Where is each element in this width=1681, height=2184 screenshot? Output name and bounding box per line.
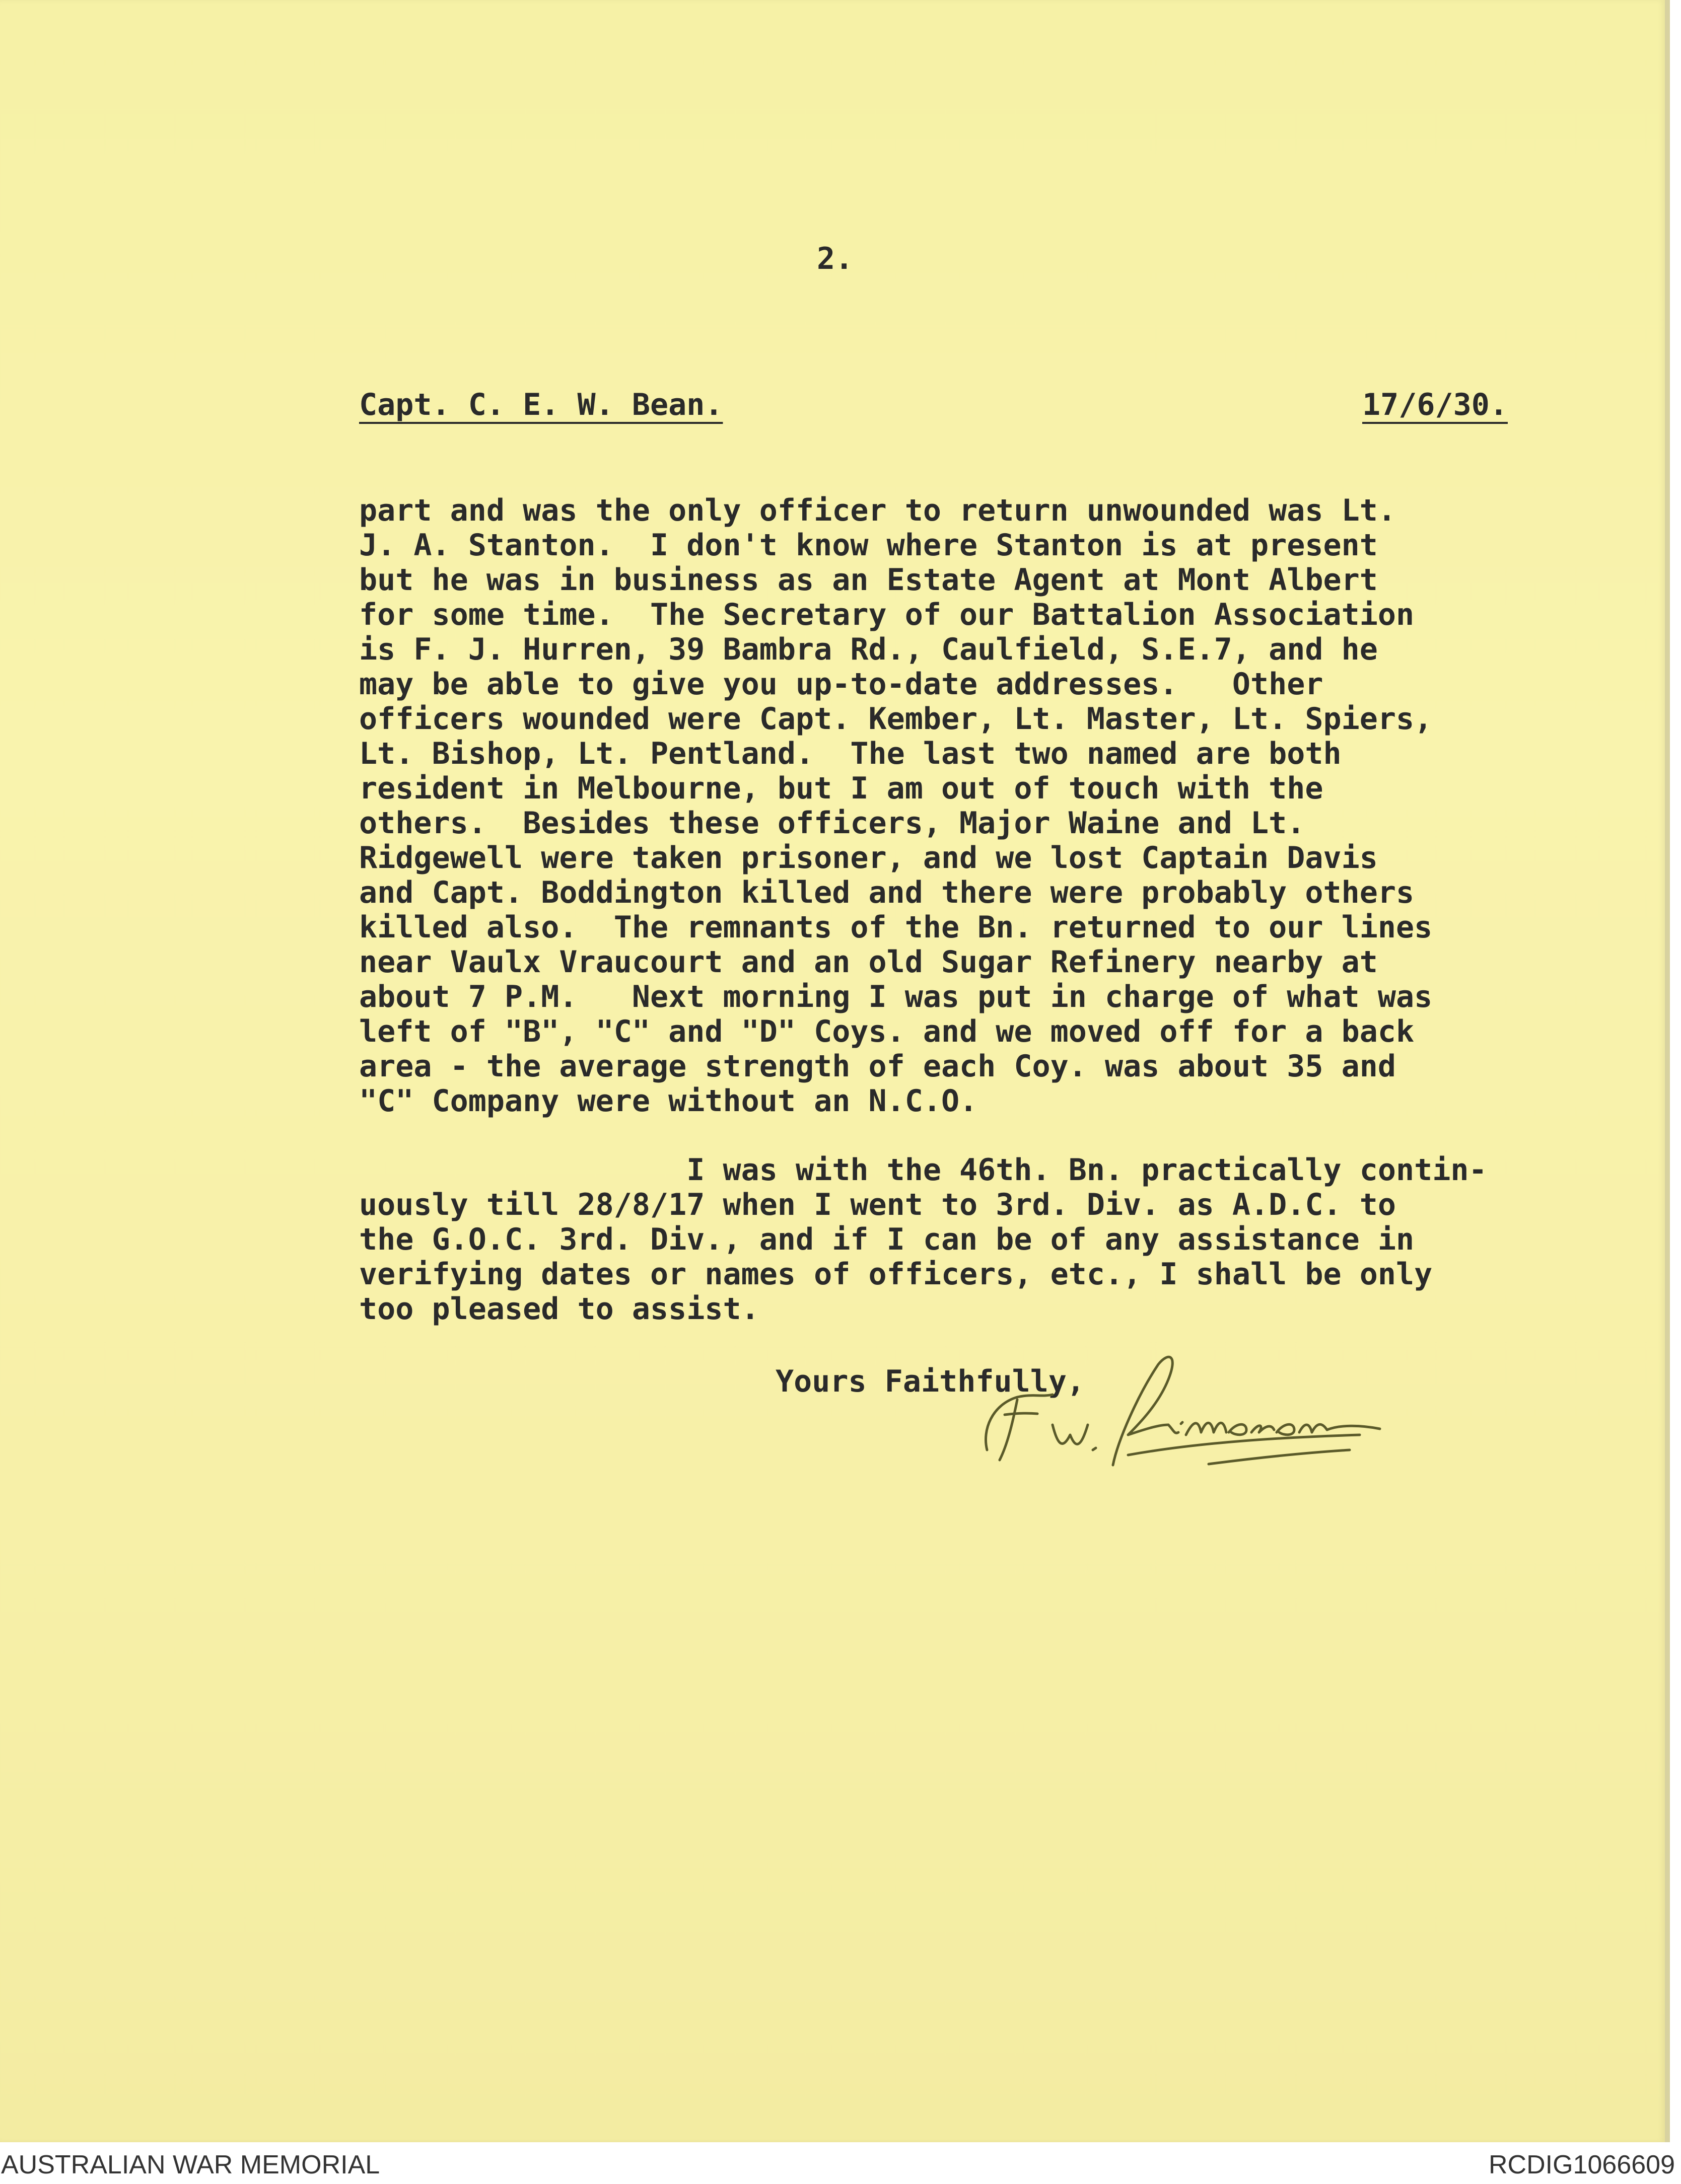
body-line: resident in Melbourne, but I am out of touch with the (359, 771, 1323, 806)
body-line: may be able to give you up-to-date addresses. Other (359, 667, 1323, 702)
body-line: J. A. Stanton. I don't know where Stanton is at present (359, 528, 1378, 563)
addressee: Capt. C. E. W. Bean. (359, 387, 723, 422)
body-line: others. Besides these officers, Major Waine and Lt. (359, 806, 1305, 841)
body-line: about 7 P.M. Next morning I was put in charge of what was (359, 979, 1433, 1014)
body-line: for some time. The Secretary of our Battalion Association (359, 597, 1415, 632)
closing: Yours Faithfully, (776, 1364, 1085, 1399)
body-line: is F. J. Hurren, 39 Bambra Rd., Caulfield, S.E.7, and he (359, 632, 1378, 667)
footer-id: RCDIG1066609 (1489, 2150, 1675, 2179)
body-line: but he was in business as an Estate Agent at Mont Albert (359, 562, 1378, 598)
body-line: verifying dates or names of officers, etc., I shall be only (359, 1257, 1433, 1292)
body-line: Ridgewell were taken prisoner, and we lost Captain Davis (359, 840, 1378, 876)
body-line: and Capt. Boddington killed and there were probably others (359, 875, 1415, 910)
body-line: part and was the only officer to return unwounded was Lt. (359, 493, 1396, 528)
body-line: too pleased to assist. (359, 1291, 759, 1327)
body-paragraph-1 (359, 493, 1432, 1119)
body-line: officers wounded were Capt. Kember, Lt. Master, Lt. Spiers, (359, 701, 1433, 737)
body-line: area - the average strength of each Coy. was about 35 and (359, 1049, 1396, 1084)
body-paragraph-2 (359, 1153, 1487, 1327)
body-line: "C" Company were without an N.C.O. (359, 1083, 978, 1119)
body-line: near Vaulx Vraucourt and an old Sugar Refinery nearby at (359, 944, 1378, 980)
page-number: 2. (817, 241, 854, 276)
body-line: I was with the 46th. Bn. practically contin- (359, 1152, 1487, 1188)
handwritten-signature (957, 1349, 1521, 1480)
body-line: Lt. Bishop, Lt. Pentland. The last two named are both (359, 736, 1342, 771)
body-line: killed also. The remnants of the Bn. returned to our lines (359, 910, 1433, 945)
body-line: the G.O.C. 3rd. Div., and if I can be of any assistance in (359, 1222, 1415, 1257)
paper-edge (1665, 0, 1670, 2142)
body-line: uously till 28/8/17 when I went to 3rd. Div. as A.D.C. to (359, 1187, 1396, 1222)
body-line: left of "B", "C" and "D" Coys. and we moved off for a back (359, 1014, 1415, 1049)
letter-date: 17/6/30. (1362, 387, 1508, 422)
footer-source: AUSTRALIAN WAR MEMORIAL (1, 2150, 380, 2179)
